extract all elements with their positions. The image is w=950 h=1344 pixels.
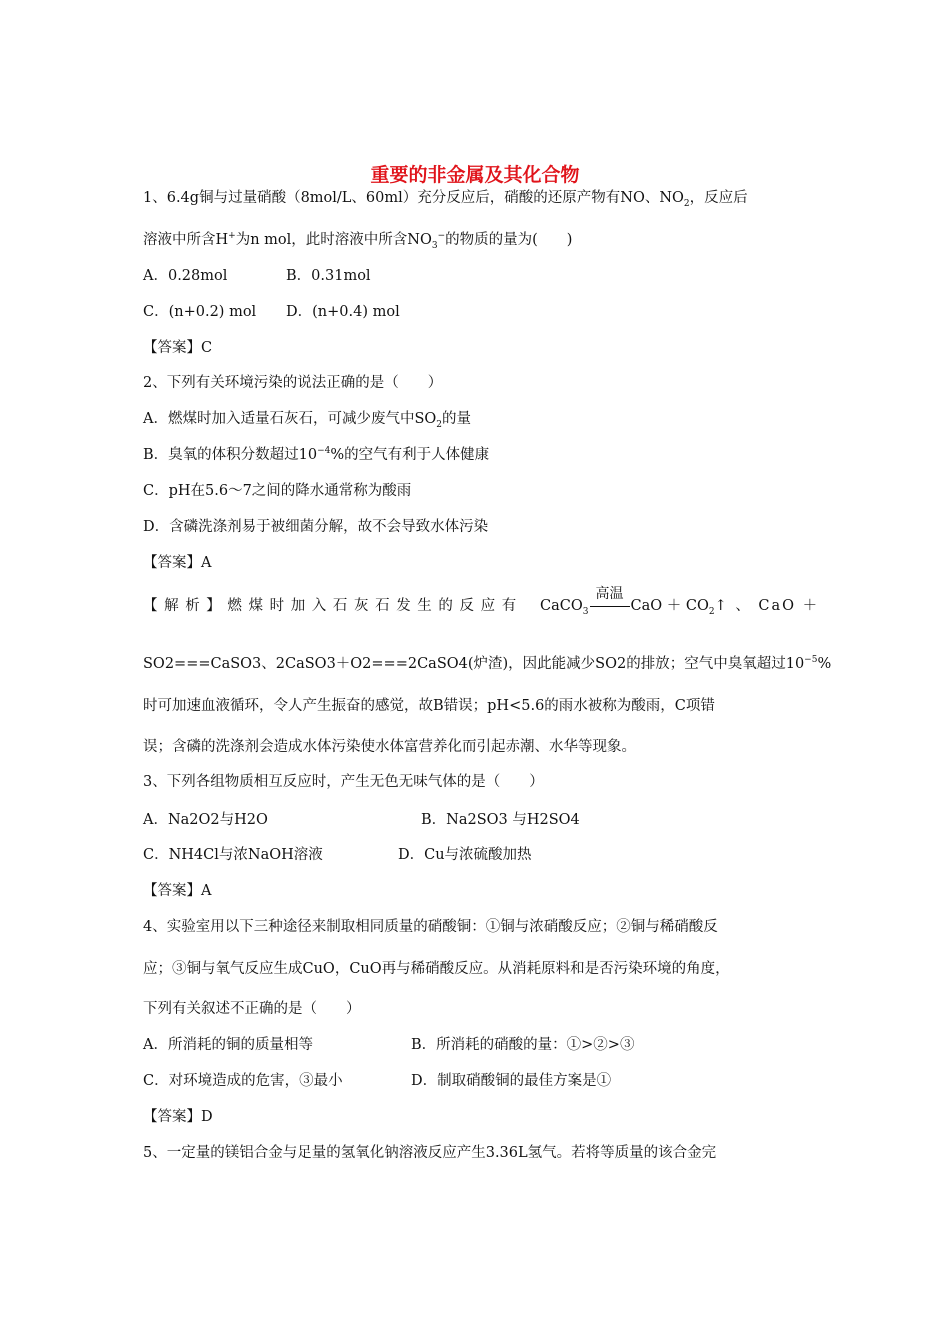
q3-option-d: D．Cu与浓硫酸加热 — [398, 847, 532, 863]
q2-analysis-line-1: 【解析】燃煤时加入石灰石发生的反应有 CaCO$_3$ 高温 CaO ＋ $CO_2↑$ 、 CaO ＋ — [143, 586, 820, 617]
q4-stem-line-3: 下列有关叙述不正确的是（ ） — [143, 1001, 361, 1017]
reaction-arrow — [589, 586, 631, 616]
q2-option-d: D．含磷洗涤剂易于被细菌分解，故不会导致水体污染 — [143, 519, 489, 535]
q2-option-a: A．燃煤时加入适量石灰石，可减少废气中$SO_2$的量 — [143, 411, 472, 430]
q1-option-d: D．(n+0.4) mol — [286, 304, 400, 320]
q3-answer: 【答案】A — [143, 883, 212, 899]
q5-stem-line-1: 5、一定量的镁铝合金与足量的氢氧化钠溶液反应产生3.36L氢气。若将等质量的该合金完 — [143, 1145, 717, 1161]
q3-options-row-1 — [143, 810, 580, 830]
page-title: 重要的非金属及其化合物 — [370, 164, 580, 186]
q4-option-c: C．对环境造成的危害，③最小 — [143, 1073, 343, 1089]
q2-analysis-line-4: 误；含磷的洗涤剂会造成水体污染使水体富营养化而引起赤潮、水华等现象。 — [143, 739, 636, 755]
q4-option-d: D．制取硝酸铜的最佳方案是① — [411, 1073, 612, 1089]
q4-option-a: A．所消耗的铜的质量相等 — [143, 1037, 313, 1053]
q4-options-row-1 — [143, 1035, 635, 1055]
q2-answer: 【答案】A — [143, 555, 212, 571]
q4-stem-line-1: 4、实验室用以下三种途径来制取相同质量的硝酸铜：①铜与浓硝酸反应；②铜与稀硝酸反 — [143, 919, 718, 935]
q4-options-row-2 — [143, 1071, 612, 1091]
q3-options-row-2 — [143, 845, 532, 865]
q1-option-c: C．(n+0.2) mol — [143, 304, 257, 320]
q2-analysis-line-2: SO2===CaSO3、2CaSO3＋O2===2CaSO4(炉渣)，因此能减少SO2的排放；空气中臭氧超过$10^{-5}\%$ — [143, 655, 832, 672]
q2-analysis-line-3: 时可加速血液循环，令人产生振奋的感觉，故B错误；pH<5.6的雨水被称为酸雨，C项错 — [143, 698, 715, 714]
q1-answer: 【答案】C — [143, 340, 213, 356]
reaction-condition: 高温 — [595, 586, 624, 602]
q4-answer: 【答案】D — [143, 1109, 213, 1125]
q2-option-c: C．pH在5.6～7之间的降水通常称为酸雨 — [143, 483, 412, 499]
q1-option-a: A．0.28mol — [143, 268, 228, 284]
q3-stem: 3、下列各组物质相互反应时，产生无色无味气体的是（ ） — [143, 774, 544, 790]
q3-option-c: C．NH4Cl与浓NaOH溶液 — [143, 847, 323, 863]
q1-option-b: B．0.31mol — [286, 268, 371, 284]
q1-options-row-2 — [143, 302, 400, 322]
q4-stem-line-2: 应；③铜与氧气反应生成CuO，CuO再与稀硝酸反应。从消耗原料和是否污染环境的角度， — [143, 961, 730, 977]
q2-stem: 2、下列有关环境污染的说法正确的是（ ） — [143, 375, 443, 391]
q3-option-a: A．Na2O2与H2O — [143, 812, 268, 828]
q1-options-row-1 — [143, 266, 371, 286]
q2-option-b: B．臭氧的体积分数超过$10^{-4}\%$的空气有利于人体健康 — [143, 446, 490, 463]
q1-stem-line-1: 1、6.4g铜与过量硝酸（8mol/L、60ml）充分反应后，硝酸的还原产物有NO、$NO_2$，反应后 — [143, 190, 748, 209]
q3-option-b: B．Na2SO3 与H2SO4 — [421, 812, 580, 828]
q4-option-b: B．所消耗的硝酸的量：①>②>③ — [411, 1037, 635, 1053]
q1-stem-line-2: 溶液中所含H+为n mol，此时溶液中所含$NO_3^-$的物质的量为( ) — [143, 231, 573, 251]
